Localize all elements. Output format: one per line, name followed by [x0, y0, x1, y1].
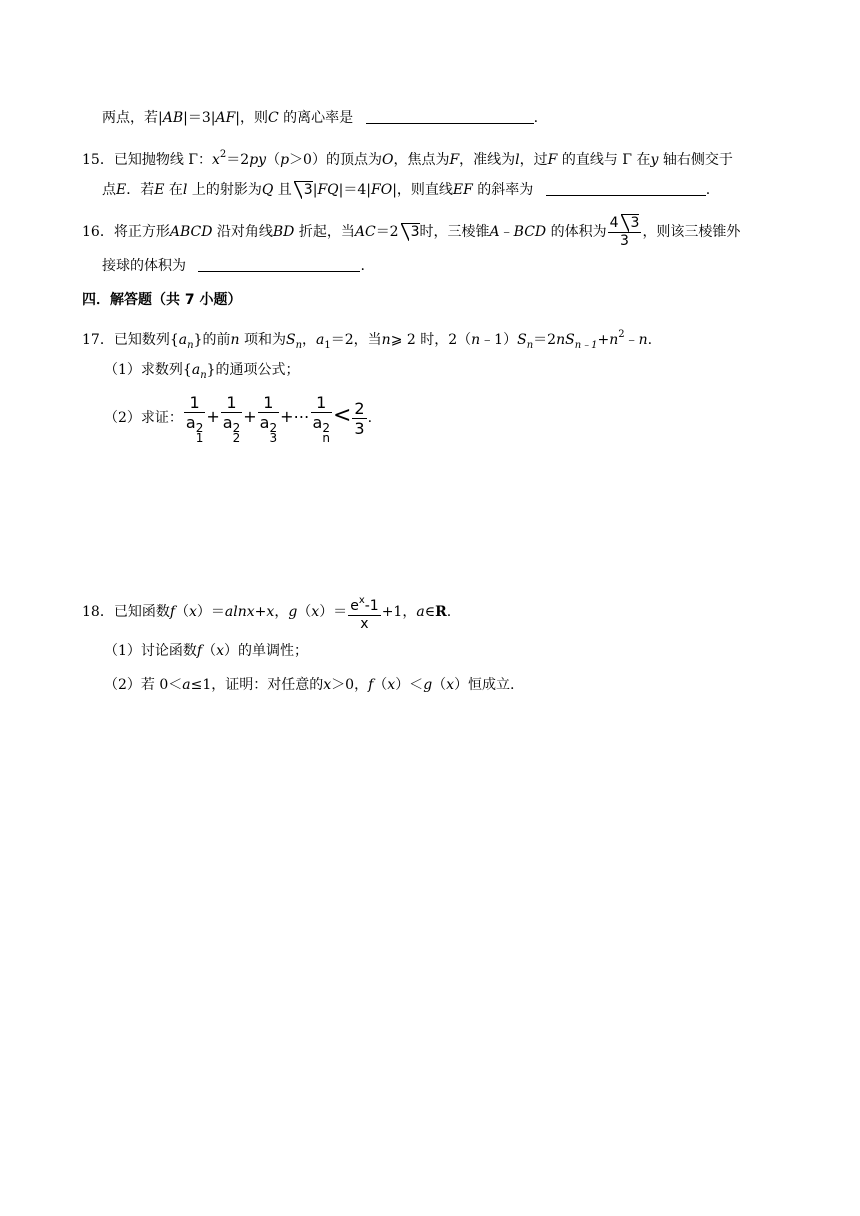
q17-text: （1）求数列{ [104, 362, 192, 378]
q17-line-1 [82, 325, 652, 356]
q16-line-1 [82, 214, 740, 250]
q17-part-1 [104, 360, 300, 386]
q15-end: . [705, 182, 711, 198]
q16-volume-fraction [608, 214, 642, 250]
q14-end: . [533, 110, 539, 126]
q18-text: ∈ [424, 604, 436, 620]
q15-py: py [249, 152, 267, 168]
q17-sup: 2 [618, 329, 625, 340]
q18-g: g [288, 604, 298, 620]
q17-term-n [311, 393, 332, 443]
q15-text: 的斜率为 [472, 182, 534, 198]
q17-sub: 1 [324, 340, 331, 351]
q17-n: n [471, 332, 481, 348]
q17-plus: + [243, 407, 257, 426]
q18-x: x [189, 604, 197, 620]
q15-text: | [312, 182, 318, 198]
q18-e: e [350, 597, 359, 614]
q16-abcd: ABCD [169, 224, 213, 240]
q15-f: F [547, 152, 558, 168]
q18-part-1 [104, 641, 308, 661]
q17-sub: n [200, 370, 207, 381]
q18-f: f [196, 643, 203, 659]
q16-answer-blank[interactable] [198, 257, 360, 272]
q18-f: f [169, 604, 176, 620]
q18-x: x [387, 677, 396, 693]
q17-sub: n [295, 340, 303, 351]
q14-answer-blank[interactable] [366, 109, 534, 124]
q17-text: 已知数列{ [113, 332, 179, 348]
q15-q: Q [261, 182, 274, 198]
q18-text: （ [202, 643, 217, 659]
q14-text: 的离心率是 [278, 110, 354, 126]
q18-a: a [182, 677, 191, 693]
q15-text: ＝2 [226, 152, 250, 168]
q15-l: l [182, 182, 188, 198]
q18-exp: x [358, 594, 365, 606]
q15-line-2 [102, 180, 710, 200]
q16-text: 折起，当 [294, 224, 355, 240]
q16-text: ＝2 [375, 224, 399, 240]
q15-text: |＝4| [338, 182, 371, 198]
q18-g-fraction [348, 592, 381, 633]
q16-a: A [489, 224, 500, 240]
q16-text: ，则该三棱锥外 [642, 224, 741, 240]
q17-num: 1 [189, 393, 200, 412]
q15-l: l [515, 152, 520, 168]
q18-a: a [416, 604, 425, 620]
q18-r: R [435, 604, 447, 620]
q17-sq: 2 [322, 421, 330, 435]
q17-end: . [367, 410, 373, 426]
q14-text: |＝3| [183, 110, 216, 126]
q17-n: n [638, 332, 648, 348]
q17-a: a [222, 413, 233, 432]
q16-vol-den: 3 [620, 233, 629, 249]
q14-c: C [268, 110, 279, 126]
q17-num: 1 [263, 393, 274, 412]
q17-term-3 [258, 393, 279, 443]
q18-text: ≤1，证明：对任意的 [190, 677, 324, 693]
q18-text: ）＝ [319, 604, 348, 620]
q15-p: p [280, 152, 290, 168]
q17-n: n [381, 332, 391, 348]
q17-num: 1 [316, 393, 327, 412]
q16-number: 16． [82, 224, 114, 240]
q15-sqrt3: 3 [294, 181, 313, 198]
q16-bcd: BCD [513, 224, 547, 240]
q17-lt: < [332, 403, 352, 428]
q17-plus: + [206, 407, 220, 426]
q17-dots: +⋯ [280, 407, 310, 426]
q15-answer-blank[interactable] [546, 181, 706, 196]
q16-end: . [360, 258, 365, 274]
q18-part-2 [104, 675, 515, 695]
q17-idx: 1 [195, 431, 204, 445]
q15-sup: 2 [219, 149, 227, 160]
q17-a: a [185, 413, 196, 432]
q17-n: n [230, 332, 240, 348]
q16-text: 接球的体积为 [102, 258, 186, 274]
q15-text: 点 [102, 182, 116, 198]
q18-text: + [254, 604, 267, 620]
q17-a: a [316, 332, 325, 348]
q16-text: ﹣ [499, 224, 514, 240]
q18-text: （ [373, 677, 388, 693]
q17-s: S [517, 332, 527, 348]
q15-f: F [449, 152, 460, 168]
q18-minus-one: -1 [364, 597, 379, 614]
q18-text: ）的单调性； [224, 643, 309, 659]
q15-text: 轴右侧交于 [658, 152, 733, 168]
q17-n: n [609, 332, 619, 348]
q15-ef: EF [452, 182, 473, 198]
q15-text: ，焦点为 [393, 152, 450, 168]
q15-x: x [212, 152, 220, 168]
q17-s: S [285, 332, 296, 348]
q17-text: }的通项公式； [206, 362, 300, 378]
q15-text: 上的射影为 [187, 182, 262, 198]
q15-fq: FQ [317, 182, 339, 198]
q17-rhs [352, 399, 366, 438]
q16-text: 将正方形 [113, 224, 170, 240]
q17-part-2 [104, 392, 372, 443]
q15-text: 的直线与 Γ 在 [557, 152, 651, 168]
q15-text: 且 [273, 182, 292, 198]
q15-y: y [650, 152, 659, 168]
q18-g: g [423, 677, 433, 693]
q17-sq: 2 [195, 421, 204, 435]
q17-idx: n [322, 431, 330, 445]
q18-x: x [446, 677, 455, 693]
q18-den: x [360, 615, 369, 632]
q17-text: 项和为 [239, 332, 286, 348]
q18-number: 18． [82, 604, 114, 620]
q17-text: ﹣ [624, 332, 639, 348]
q15-line-1 [82, 145, 733, 170]
q18-text: （2）若 0＜ [104, 677, 183, 693]
q17-a: a [312, 413, 323, 432]
q18-x: x [311, 604, 320, 620]
q17-text: ﹣1） [480, 332, 518, 348]
q15-fo: FO [370, 182, 393, 198]
q17-a: a [178, 332, 188, 348]
q15-o: O [381, 152, 394, 168]
q18-text: ＞0， [331, 677, 369, 693]
q15-text: 已知抛物线 Γ： [113, 152, 212, 168]
q15-text: ，过 [519, 152, 548, 168]
q14-text: |，则 [235, 110, 269, 126]
q16-line-2 [102, 256, 365, 276]
q15-number: 15． [82, 152, 114, 168]
q18-text: （ [297, 604, 312, 620]
q15-e: E [116, 182, 127, 198]
q14-ab: AB [162, 110, 184, 126]
q14-tail-line [102, 108, 538, 128]
q16-vol-coef: 4 [609, 215, 619, 231]
q17-term-2 [221, 393, 242, 443]
q18-text: ）＝ [196, 604, 225, 620]
q18-alnx: alnx [224, 604, 255, 620]
q18-text: ）＜ [395, 677, 424, 693]
q14-af: AF [215, 110, 236, 126]
q17-text: ⩾ 2 时，2（ [390, 332, 472, 348]
q17-text: }的前 [193, 332, 231, 348]
q15-text: ．若 [126, 182, 155, 198]
q15-e: E [154, 182, 165, 198]
q18-f: f [368, 677, 374, 693]
section-heading: 四．解答题（共 7 小题） [82, 292, 242, 308]
q16-ac: AC [354, 224, 376, 240]
q17-text: ＝2，当 [330, 332, 382, 348]
q18-text: ）恒成立. [454, 677, 515, 693]
q16-text: 沿对角线 [212, 224, 273, 240]
q16-text: 的体积为 [546, 224, 607, 240]
q17-idx: 2 [232, 431, 241, 445]
q17-number: 17． [82, 332, 114, 348]
q18-text: （ [175, 604, 190, 620]
q17-num: 1 [226, 393, 237, 412]
q15-text: ，准线为 [459, 152, 516, 168]
q18-line-1 [82, 590, 451, 634]
q17-term-1 [184, 393, 205, 443]
q17-sub: n﹣1 [574, 340, 598, 351]
q15-text: ＞0）的顶点为 [289, 152, 382, 168]
q14-text: 两点，若| [102, 110, 163, 126]
q17-rhs-den: 3 [354, 418, 365, 438]
q16-text: 时，三棱锥 [419, 224, 490, 240]
q16-bd: BD [272, 224, 295, 240]
q17-sq: 2 [269, 421, 278, 435]
q17-idx: 3 [269, 431, 278, 445]
q18-x: x [216, 643, 225, 659]
q17-text: + [597, 332, 610, 348]
q17-sub: n [526, 340, 534, 351]
q17-text: ， [302, 332, 317, 348]
q18-text: ， [274, 604, 289, 620]
q18-text: +1， [381, 604, 417, 620]
q17-ns: nS [556, 332, 575, 348]
q15-text: （ [266, 152, 281, 168]
q17-text: ＝2 [533, 332, 557, 348]
q17-sub: n [187, 340, 194, 351]
q18-text: 已知函数 [113, 604, 170, 620]
q16-vol-rad: 3 [621, 214, 640, 231]
q17-end: . [647, 332, 653, 348]
q18-text: （1）讨论函数 [104, 643, 197, 659]
q18-text: （ [432, 677, 447, 693]
q18-end: . [446, 604, 452, 620]
q16-sqrt3: 3 [401, 223, 420, 240]
q15-text: |，则直线 [392, 182, 453, 198]
q17-text: （2）求证： [104, 410, 183, 426]
q17-sq: 2 [232, 421, 241, 435]
q15-text: 在 [164, 182, 183, 198]
q17-a: a [259, 413, 270, 432]
q18-x: x [266, 604, 275, 620]
q17-rhs-num: 2 [354, 398, 365, 418]
q18-x: x [323, 677, 332, 693]
q17-a: a [191, 362, 201, 378]
